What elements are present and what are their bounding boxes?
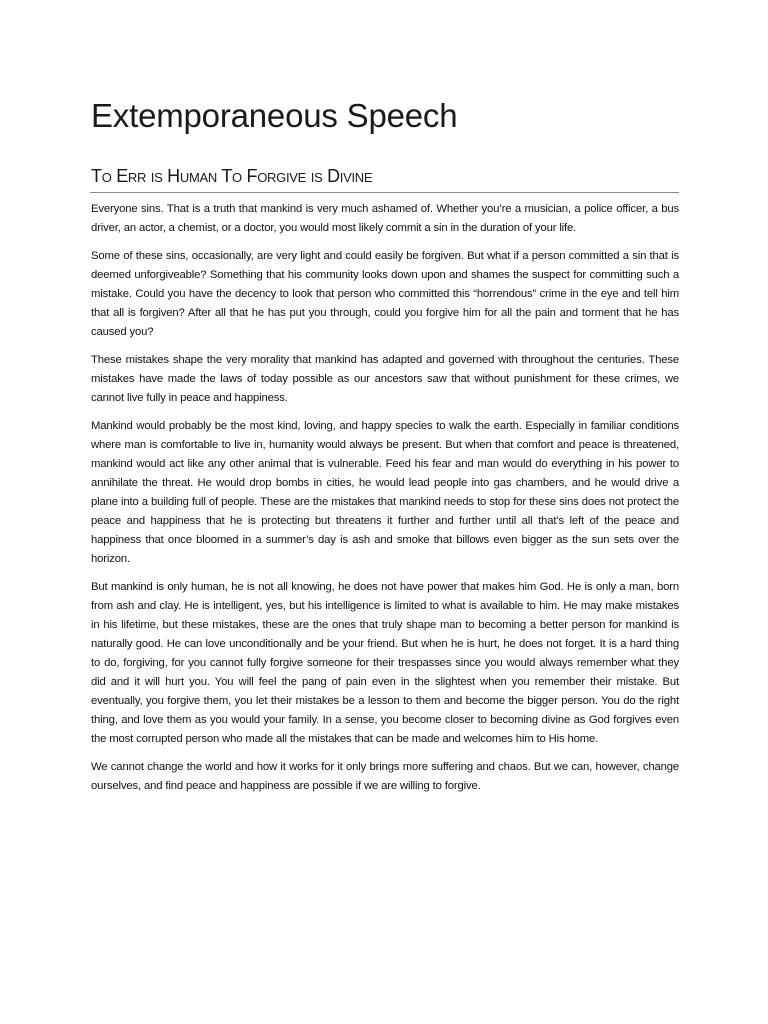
paragraph: But mankind is only human, he is not all knowing, he does not have power that makes him God. He is only a man, born from ash and clay. He is intelligent, yes, but his intelligence is limited to what is available to him. He may make mistakes in his lifetime, but these mistakes, these are the ones that truly shape man to becoming a better person for mankind is naturally good. He can love unconditionally and be your friend. But when he is hurt, he does not forget. It is a hard thing to do, forgiving, for you cannot fully forgive someone for their trespasses since you would always remember what they did and it will hurt you. You will feel the pang of pain even in the slightest when you remember their mistake. But eventually, you forgive them, you let their mistakes be a lesson to them and become the bigger person. You do the right thing, and love them as you would your family. In a sense, you become closer to becoming divine as God forgives even the most corrupted person who made all the mistakes that can be made and welcomes him to His home.	[91, 581, 679, 745]
document-title: Extemporaneous Speech	[91, 97, 458, 134]
paragraph: Everyone sins. That is a truth that mankind is very much ashamed of. Whether you’re a musician, a police officer, a bus driver, an actor, a chemist, or a doctor, you would most likely commit a sin in the duration of your life.	[91, 203, 679, 234]
document-subtitle: To Err is Human To Forgive is Divine	[91, 166, 373, 186]
subtitle-divider	[90, 192, 679, 193]
paragraph: These mistakes shape the very morality that mankind has adapted and governed with throughout the centuries. These mistakes have made the laws of today possible as our ancestors saw that without punishment for these crimes, we cannot live fully in peace and happiness.	[91, 354, 679, 404]
paragraph: We cannot change the world and how it works for it only brings more suffering and chaos. But we can, however, change ourselves, and find peace and happiness are possible if we are willing to forgive.	[91, 761, 679, 792]
document-body	[91, 200, 679, 805]
paragraph: Mankind would probably be the most kind, loving, and happy species to walk the earth. Especially in familiar conditions where man is comfortable to live in, humanity would always be present. But when that comfort and peace is threatened, mankind would act like any other animal that is vulnerable. Feed his fear and man would do everything in his power to annihilate the threat. He would drop bombs in cities, he would lead people into gas chambers, and he would drive a plane into a building full of people. These are the mistakes that mankind needs to stop for these sins does not protect the peace and happiness that he is protecting but threatens it further and further until all that’s left of the peace and happiness that once bloomed in a summer’s day is ash and smoke that billows even bigger as the sun sets over the horizon.	[91, 420, 679, 565]
paragraph: Some of these sins, occasionally, are very light and could easily be forgiven. But what if a person committed a sin that is deemed unforgiveable? Something that his community looks down upon and shames the suspect for committing such a mistake. Could you have the decency to look that person who committed this “horrendous” crime in the eye and tell him that all is forgiven? After all that he has put you through, could you forgive him for all the pain and torment that he has caused you?	[91, 250, 679, 338]
